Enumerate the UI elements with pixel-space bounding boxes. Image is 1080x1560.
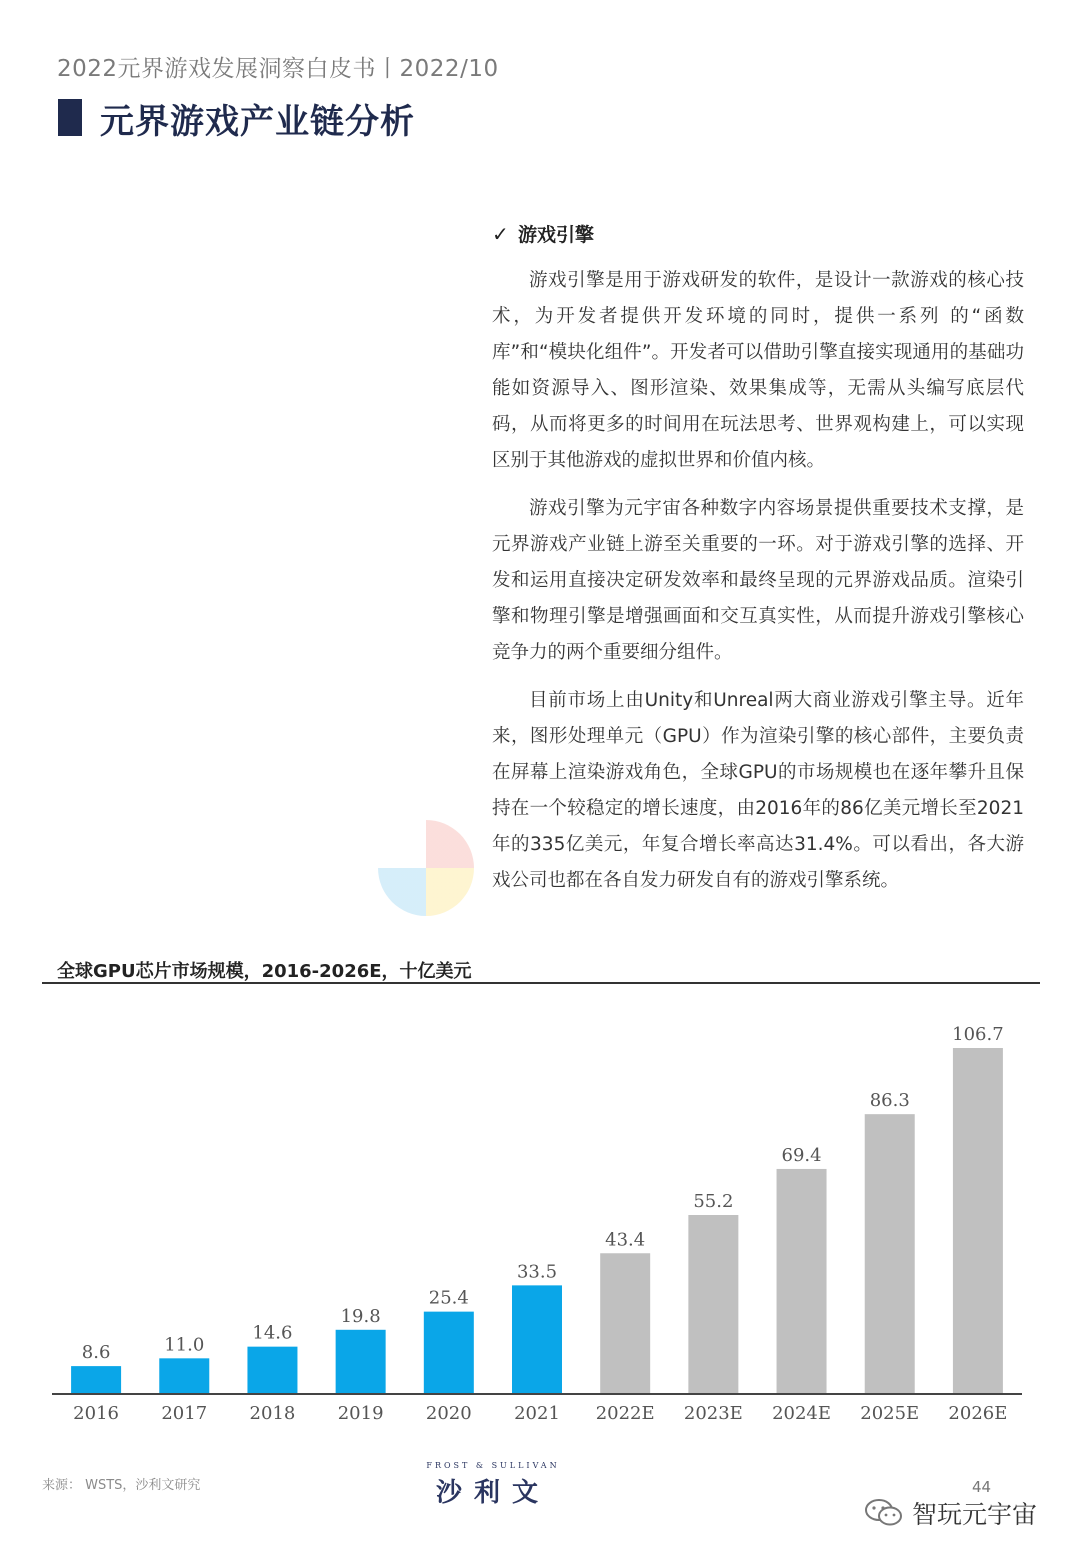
wechat-icon — [864, 1498, 904, 1528]
bar-2017 — [159, 1358, 209, 1394]
value-label-2026E: 106.7 — [952, 1024, 1004, 1045]
section-heading — [492, 220, 1024, 247]
bar-2026E — [953, 1048, 1003, 1394]
paragraph-3: 目前市场上由Unity和Unreal两大商业游戏引擎主导。近年来，图形处理单元（GPU）作为渲染引擎的核心部件，主要负责在屏幕上渲染游戏角色，全球GPU的市场规模也在逐年攀升且保持在一个较稳定的增长速度，由2016年的86亿美元增长至2021年的335亿美元，年复合增长率高达31.4%。可以看出，各大游戏公司也都在各自发力研发自有的游戏引擎系统。 — [492, 690, 1024, 891]
brand-logo-subtext: FROST & SULLIVAN — [426, 1461, 560, 1470]
value-label-2022E: 43.4 — [605, 1229, 646, 1251]
value-label-2024E: 69.4 — [781, 1144, 822, 1166]
document-subtitle: 2022元界游戏发展洞察白皮书丨2022/10 — [57, 56, 499, 82]
x-tick-2022E: 2022E — [595, 1403, 655, 1424]
bar-2022E — [600, 1253, 650, 1394]
x-tick-2018: 2018 — [249, 1403, 296, 1424]
gpu-market-bar-chart — [0, 1000, 1080, 1440]
x-tick-2024E: 2024E — [772, 1403, 832, 1424]
x-tick-2025E: 2025E — [860, 1403, 920, 1424]
chart-title-rule — [42, 982, 1040, 984]
value-label-2023E: 55.2 — [693, 1191, 734, 1213]
value-label-2020: 25.4 — [428, 1287, 469, 1309]
bar-2020 — [424, 1312, 474, 1394]
value-label-2018: 14.6 — [252, 1322, 293, 1344]
check-icon: ✓ — [492, 221, 509, 246]
bar-2018 — [247, 1347, 297, 1394]
chart-title: 全球GPU芯片市场规模，2016-2026E，十亿美元 — [57, 961, 472, 982]
bar-2019 — [336, 1330, 386, 1394]
paragraph-2: 游戏引擎为元宇宙各种数字内容场景提供重要技术支撑，是元界游戏产业链上游至关重要的一环。对于游戏引擎的选择、开发和运用直接决定研发效率和最终呈现的元界游戏品质。渲染引擎和物理引擎是增强画面和交互真实性，从而提升游戏引擎核心竞争力的两个重要细分组件。 — [492, 498, 1024, 663]
value-label-2016: 8.6 — [81, 1342, 111, 1364]
watermark-logo — [378, 820, 474, 916]
x-tick-2021: 2021 — [514, 1403, 560, 1424]
x-tick-2026E: 2026E — [948, 1403, 1008, 1424]
value-label-2025E: 86.3 — [869, 1090, 910, 1112]
bar-2024E — [777, 1169, 827, 1394]
value-label-2017: 11.0 — [164, 1334, 205, 1356]
value-label-2021: 33.5 — [516, 1261, 558, 1283]
brand-logo: 沙利文 — [435, 1478, 550, 1508]
source-note: 来源： WSTS，沙利文研究 — [42, 1478, 201, 1493]
bar-2023E — [688, 1215, 738, 1394]
paragraph-1: 游戏引擎是用于游戏研发的软件，是设计一款游戏的核心技术，为开发者提供开发环境的同时，提供一系列 的“函数库”和“模块化组件”。开发者可以借助引擎直接实现通用的基础功能如资源导入、图形渲染、效果集成等，无需从头编写底层代码，从而将更多的时间用在玩法思考、世界观构建上，可以实现区别于其他游戏的虚拟世界和价值内核。 — [492, 270, 1024, 471]
x-tick-2016: 2016 — [73, 1403, 119, 1424]
title-accent-bar — [58, 99, 82, 136]
page-number: 44 — [972, 1478, 992, 1496]
wechat-account — [864, 1495, 1037, 1531]
x-tick-2020: 2020 — [425, 1403, 472, 1424]
page-title: 元界游戏产业链分析 — [100, 102, 415, 142]
section-title: 游戏引擎 — [518, 224, 595, 246]
bar-2025E — [865, 1114, 915, 1394]
wechat-account-name: 智玩元宇宙 — [912, 1500, 1038, 1529]
x-tick-2023E: 2023E — [683, 1403, 743, 1424]
bar-2021 — [512, 1285, 562, 1394]
bar-2016 — [71, 1366, 121, 1394]
x-tick-2017: 2017 — [161, 1403, 208, 1424]
value-label-2019: 19.8 — [340, 1305, 381, 1327]
text-section — [492, 220, 1024, 911]
x-tick-2019: 2019 — [337, 1403, 384, 1424]
